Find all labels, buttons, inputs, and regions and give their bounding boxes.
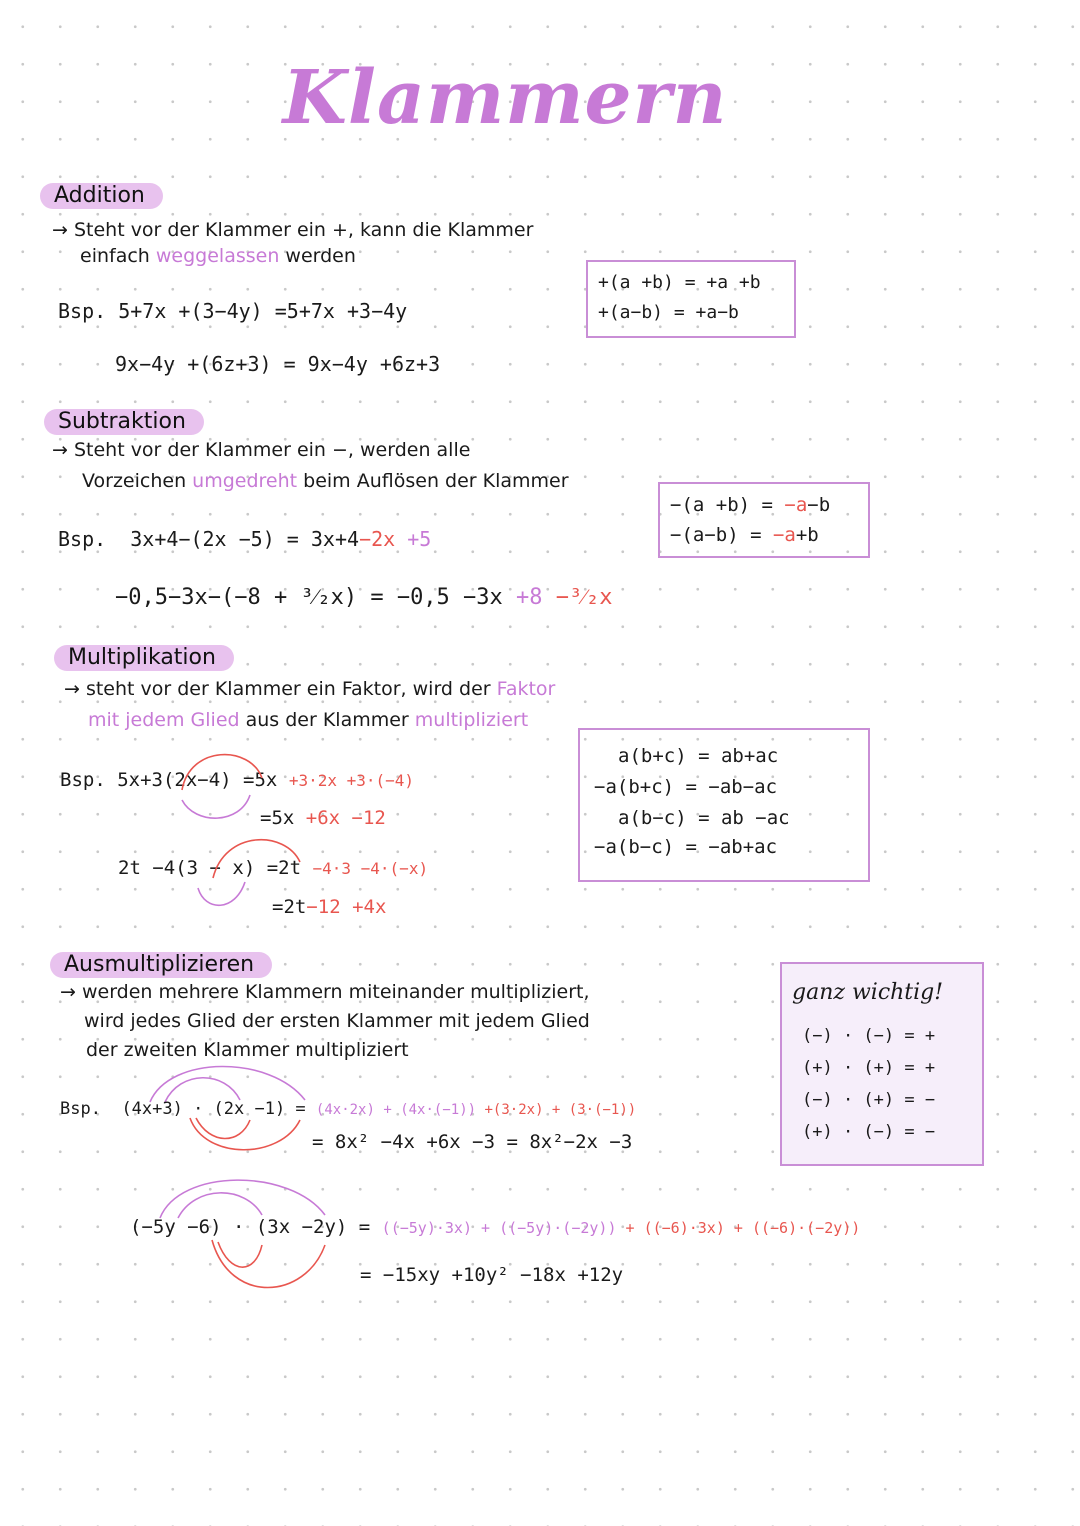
ausmultiplizieren-example-2: (−5y −6) · (3x −2y) = ((−5y)·3x) + ((−5y)·(−2y)) + ((−6)·3x) + ((−6)·(−2y)) [130,1216,861,1238]
subtraktion-box-row: −(a +b) = −a−b [670,494,831,516]
addition-example-1: Bsp. 5+7x +(3−4y) =5+7x +3−4y [58,299,408,323]
sign-rule: (−) · (+) = − [802,1090,936,1110]
multiplikation-heading: Multiplikation [54,645,234,671]
ausmultiplizieren-heading: Ausmultiplizieren [50,952,272,978]
addition-box-row: +(a−b) = +a−b [598,302,739,323]
ausmultiplizieren-example-1-result: = 8x² −4x +6x −3 = 8x²−2x −3 [312,1131,633,1153]
ausmultiplizieren-rule-line1: → werden mehrere Klammern miteinander multipliziert, [60,981,590,1003]
addition-heading: Addition [40,183,163,209]
subtraktion-example-1: Bsp. 3x+4−(2x −5) = 3x+4−2x +5 [58,527,432,551]
addition-rule-line2: einfach weggelassen werden [80,245,356,267]
addition-rule-line1: → Steht vor der Klammer ein +, kann die Klammer [52,219,534,241]
addition-box-row: +(a +b) = +a +b [598,272,761,293]
subtraktion-rule-line2: Vorzeichen umgedreht beim Auflösen der Klammer [82,470,569,492]
multiplikation-box-row: a(b−c) = ab −ac [618,807,790,829]
ausmultiplizieren-example-2-result: = −15xy +10y² −18x +12y [360,1264,624,1286]
sign-rule: (−) · (−) = + [802,1026,936,1046]
subtraktion-rule-line1: → Steht vor der Klammer ein −, werden alle [52,439,471,461]
multiplikation-example-2-result: =2t−12 +4x [272,896,387,918]
subtraktion-box-row: −(a−b) = −a+b [670,524,819,546]
ausmultiplizieren-rule-line3: der zweiten Klammer multipliziert [86,1039,409,1061]
sign-rule: (+) · (−) = − [802,1122,936,1142]
page-title: Klammern [282,55,728,141]
ausmultiplizieren-rule-line2: wird jedes Glied der ersten Klammer mit jedem Glied [84,1010,590,1032]
subtraktion-example-2: −0,5−3x−(−8 + ³⁄₂x) = −0,5 −3x +8 −³⁄₂x [115,585,613,610]
important-sign-rules-box [780,962,984,1166]
multiplikation-box-row: a(b+c) = ab+ac [618,745,779,767]
multiplikation-example-1-result: =5x +6x −12 [260,807,386,829]
multiplikation-box-row: −a(b−c) = −ab+ac [594,836,778,858]
ausmultiplizieren-example-1: Bsp. (4x+3) · (2x −1) = (4x·2x) + (4x·(−1)) +(3·2x) + (3·(−1)) [60,1099,637,1119]
addition-example-2: 9x−4y +(6z+3) = 9x−4y +6z+3 [115,352,441,376]
multiplikation-box-row: −a(b+c) = −ab−ac [594,776,778,798]
multiplikation-example-2: 2t −4(3 − x) =2t −4·3 −4·(−x) [118,857,429,879]
multiplikation-rule-line1: → steht vor der Klammer ein Faktor, wird der Faktor [64,678,556,700]
sign-rule: (+) · (+) = + [802,1058,936,1078]
multiplikation-rule-box [578,728,870,882]
subtraktion-heading: Subtraktion [44,409,204,435]
multiplikation-example-1: Bsp. 5x+3(2x−4) =5x +3·2x +3·(−4) [60,769,415,791]
important-title: ganz wichtig! [792,980,944,1005]
multiplikation-rule-line2: mit jedem Glied aus der Klammer multipliziert [88,709,529,731]
